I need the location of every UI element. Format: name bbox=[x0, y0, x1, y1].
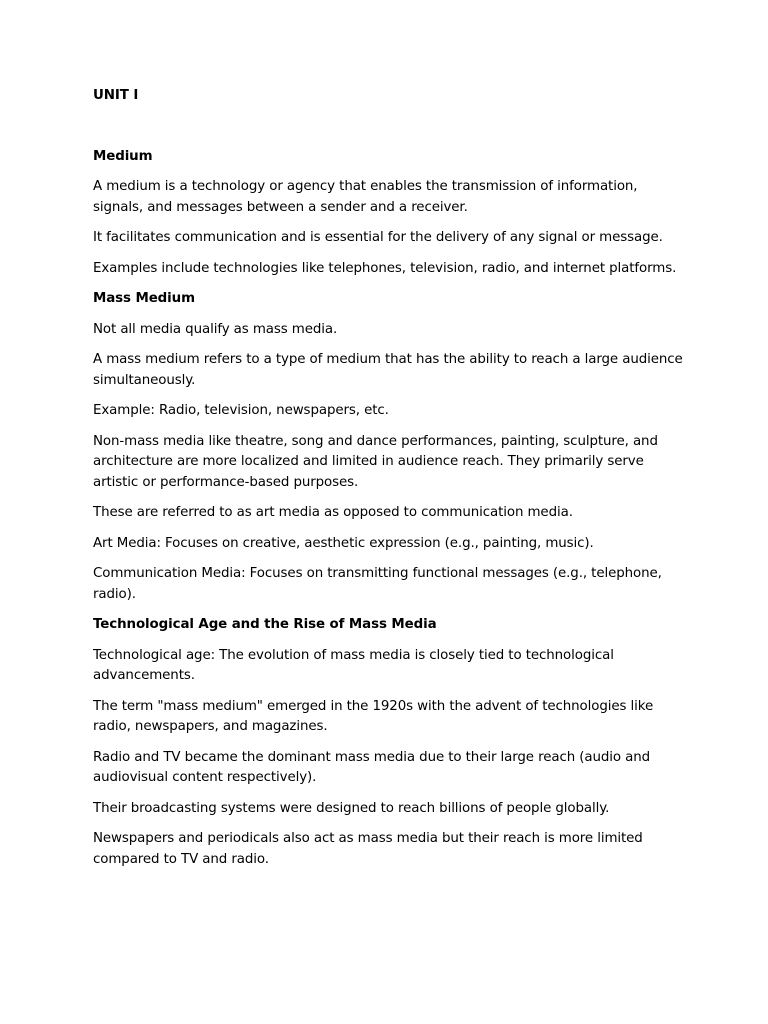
section-heading-mass-medium: Mass Medium bbox=[93, 291, 195, 306]
paragraph: The term "mass medium" emerged in the 1920s with the advent of technologies like radio, newspapers, and magazines. bbox=[93, 698, 654, 734]
paragraph: Newspapers and periodicals also act as mass media but their reach is more limited compared to TV and radio. bbox=[93, 831, 643, 867]
paragraph: Not all media qualify as mass media. bbox=[93, 321, 338, 337]
paragraph: Communication Media: Focuses on transmitting functional messages (e.g., telephone, radio). bbox=[93, 566, 662, 602]
section-heading-medium: Medium bbox=[93, 148, 153, 164]
paragraph: Example: Radio, television, newspapers, etc. bbox=[93, 403, 389, 418]
paragraph: Examples include technologies like telephones, television, radio, and internet platforms. bbox=[93, 260, 677, 276]
paragraph: These are referred to as art media as opposed to communication media. bbox=[93, 505, 573, 520]
paragraph: It facilitates communication and is essential for the delivery of any signal or message. bbox=[93, 230, 663, 245]
paragraph: Radio and TV became the dominant mass media due to their large reach (audio and audiovisual content respectively). bbox=[93, 749, 651, 785]
paragraph: Their broadcasting systems were designed to reach billions of people globally. bbox=[93, 800, 610, 816]
document-body bbox=[93, 86, 683, 880]
paragraph: Technological age: The evolution of mass media is closely tied to technological advancements. bbox=[93, 647, 614, 683]
unit-title: UNIT I bbox=[93, 88, 139, 103]
paragraph: A mass medium refers to a type of medium that has the ability to reach a large audience simultaneously. bbox=[93, 352, 683, 388]
paragraph: Art Media: Focuses on creative, aesthetic expression (e.g., painting, music). bbox=[93, 535, 594, 551]
section-heading-technological-age: Technological Age and the Rise of Mass Media bbox=[93, 617, 437, 632]
paragraph: A medium is a technology or agency that enables the transmission of information, signals, and messages between a sender and a receiver. bbox=[93, 179, 638, 215]
paragraph: Non-mass media like theatre, song and dance performances, painting, sculpture, and architecture are more localized and limited in audience reach. They primarily serve artistic or performance-based purposes. bbox=[93, 433, 658, 490]
